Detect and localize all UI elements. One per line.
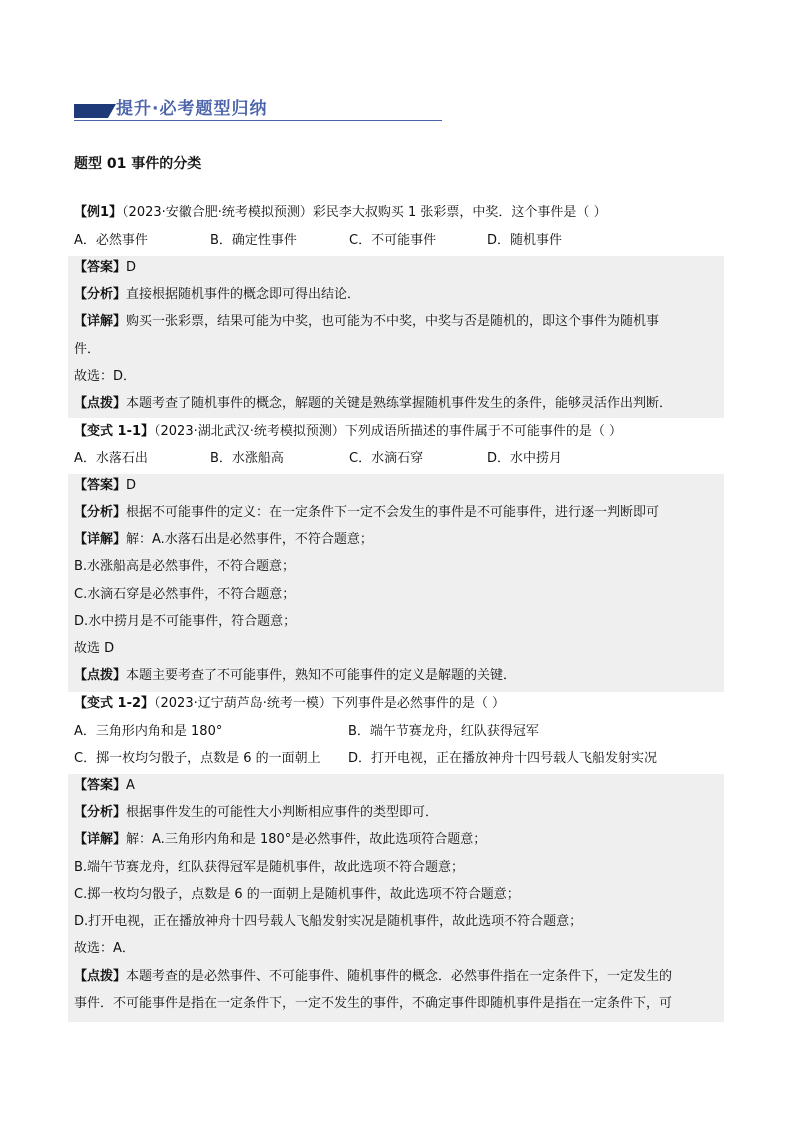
variant-1-1-answer — [74, 476, 136, 496]
example-1-label: 【例1】 — [74, 205, 123, 220]
variant-1-2-stem-text: （2023·辽宁葫芦岛·统考一模）下列事件是必然事件的是（ ） — [154, 696, 505, 711]
analysis-text: 直接根据随机事件的概念即可得出结论． — [126, 287, 361, 302]
variant-1-1-detail-d: D.水中捞月是不可能事件，符合题意； — [74, 614, 297, 629]
variant-1-1-option-d: D．水中捞月 — [487, 451, 563, 466]
variant-1-2-option-a: A．三角形内角和是 180° — [74, 724, 223, 739]
variant-1-2-analysis — [74, 803, 438, 823]
header-bar-tip — [108, 104, 116, 118]
variant-1-2-note-cont: 事件．不可能事件是指在一定条件下，一定不发生的事件，不确定事件即随机事件是指在一定条件下，可 — [74, 996, 673, 1011]
analysis-label: 【分析】 — [74, 505, 127, 520]
example-1-answer — [74, 258, 136, 278]
variant-1-1-detail — [74, 530, 373, 550]
example-1-stem — [74, 203, 607, 223]
variant-1-1-option-a: A．水落石出 — [74, 451, 148, 466]
note-text: 本题考查了随机事件的概念，解题的关键是熟练掌握随机事件发生的条件，能够灵活作出判断． — [126, 396, 673, 411]
variant-1-1-choose: 故选 D — [74, 641, 115, 656]
example-1-note — [74, 394, 672, 414]
variant-1-1-stem-text: （2023·湖北武汉·统考模拟预测）下列成语所描述的事件属于不可能事件的是（ ） — [154, 424, 622, 439]
note-label: 【点拨】 — [74, 396, 127, 411]
variant-1-2-note — [74, 967, 672, 987]
analysis-label: 【分析】 — [74, 287, 127, 302]
example-1-choose: 故选：D． — [74, 369, 137, 384]
variant-1-2-detail-b: B.端午节赛龙舟，红队获得冠军是随机事件，故此选项不符合题意； — [74, 860, 465, 875]
variant-1-1-detail-c: C.水滴石穿是必然事件，不符合题意； — [74, 587, 296, 602]
variant-1-2-label: 【变式 1-2】 — [74, 696, 155, 711]
answer-value: D — [126, 478, 137, 493]
variant-1-1-analysis — [74, 503, 659, 523]
example-1-option-c: C．不可能事件 — [349, 233, 437, 248]
variant-1-2-choose: 故选：A． — [74, 941, 135, 956]
header-underline — [74, 120, 442, 121]
detail-label: 【详解】 — [74, 832, 127, 847]
example-1-stem-text: （2023·安徽合肥·统考模拟预测）彩民李大叔购买 1 张彩票，中奖．这个事件是（ ） — [122, 205, 607, 220]
detail-text: 解：A.三角形内角和是 180°是必然事件，故此选项符合题意； — [126, 832, 487, 847]
variant-1-1-option-b: B．水涨船高 — [210, 451, 284, 466]
note-label: 【点拨】 — [74, 969, 127, 984]
detail-text: 解：A.水落石出是必然事件，不符合题意； — [126, 532, 373, 547]
variant-1-1-note — [74, 666, 516, 686]
variant-1-1-detail-b: B.水涨船高是必然事件，不符合题意； — [74, 559, 296, 574]
example-1-detail — [74, 312, 659, 332]
note-text: 本题主要考查了不可能事件，熟知不可能事件的定义是解题的关键． — [126, 668, 517, 683]
detail-label: 【详解】 — [74, 532, 127, 547]
example-1-detail-cont: 件． — [74, 342, 101, 357]
answer-value: A — [126, 778, 135, 793]
example-1-option-a: A．必然事件 — [74, 233, 148, 248]
detail-text: 购买一张彩票，结果可能为中奖，也可能为不中奖，中奖与否是随机的，即这个事件为随机事 — [126, 314, 660, 329]
variant-1-2-option-c: C．掷一枚均匀骰子，点数是 6 的一面朝上 — [74, 751, 321, 766]
section-title: 题型 01 事件的分类 — [74, 156, 202, 172]
example-1-analysis — [74, 285, 360, 305]
variant-1-2-stem — [74, 694, 505, 714]
variant-1-2-option-d: D．打开电视，正在播放神舟十四号载人飞船发射实况 — [348, 751, 658, 766]
note-label: 【点拨】 — [74, 668, 127, 683]
variant-1-1-label: 【变式 1-1】 — [74, 424, 155, 439]
example-1-option-d: D．随机事件 — [487, 233, 563, 248]
analysis-text: 根据事件发生的可能性大小判断相应事件的类型即可． — [126, 805, 439, 820]
section-header — [74, 96, 442, 126]
variant-1-2-answer — [74, 776, 135, 796]
answer-value: D — [126, 260, 137, 275]
variant-1-2-detail-c: C.掷一枚均匀骰子，点数是 6 的一面朝上是随机事件，故此选项不符合题意； — [74, 887, 520, 902]
header-bar-decoration — [74, 104, 108, 118]
detail-label: 【详解】 — [74, 314, 127, 329]
variant-1-2-detail-d: D.打开电视，正在播放神舟十四号载人飞船发射实况是随机事件，故此选项不符合题意； — [74, 914, 583, 929]
analysis-label: 【分析】 — [74, 805, 127, 820]
variant-1-1-stem — [74, 422, 622, 442]
answer-label: 【答案】 — [74, 778, 127, 793]
answer-label: 【答案】 — [74, 260, 127, 275]
analysis-text: 根据不可能事件的定义：在一定条件下一定不会发生的事件是不可能事件，进行逐一判断即可 — [126, 505, 660, 520]
header-title: 提升·必考题型归纳 — [116, 99, 268, 119]
variant-1-1-option-c: C．水滴石穿 — [349, 451, 424, 466]
example-1-option-b: B．确定性事件 — [210, 233, 297, 248]
note-text: 本题考查的是必然事件、不可能事件、随机事件的概念．必然事件指在一定条件下，一定发生的 — [126, 969, 673, 984]
answer-label: 【答案】 — [74, 478, 127, 493]
variant-1-2-detail — [74, 830, 486, 850]
variant-1-2-option-b: B．端午节赛龙舟，红队获得冠军 — [348, 724, 539, 739]
